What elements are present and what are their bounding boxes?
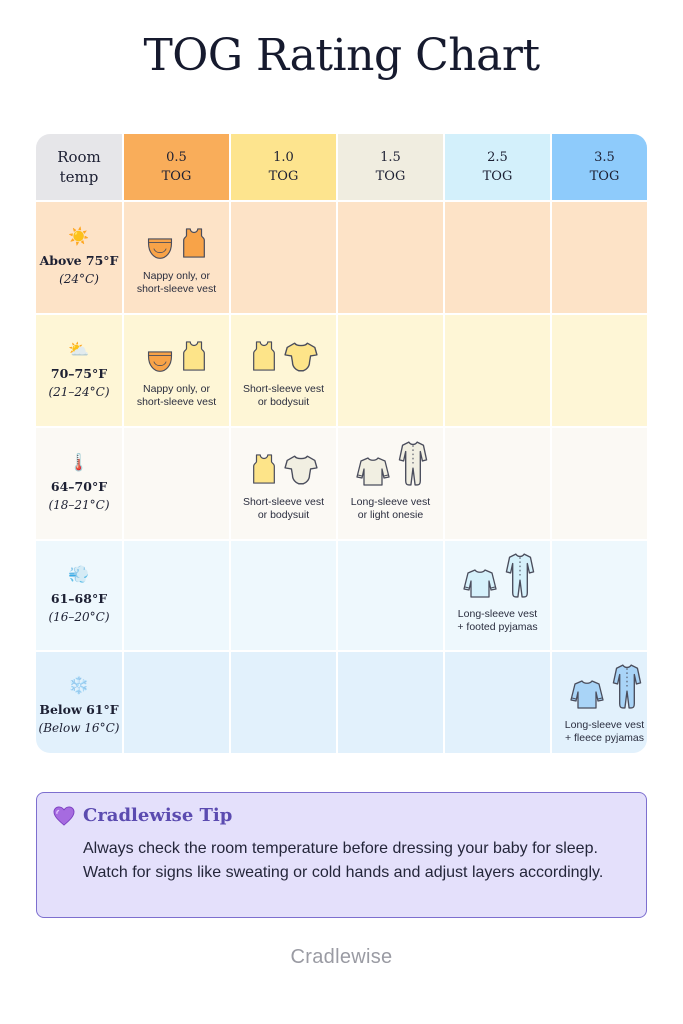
tog-value: 3.5	[594, 150, 615, 165]
tip-title: Cradlewise Tip	[83, 805, 233, 826]
corner-label-line: Room	[57, 148, 101, 166]
column-header-tog-1-5	[338, 134, 443, 200]
page-title: TOG Rating Chart	[143, 30, 540, 81]
tip-text: Always check the room temperature before dressing your baby for sleep. Watch for signs like sweating or cold hands and adjust layers accordingly.	[83, 840, 604, 881]
table-cell	[552, 428, 647, 539]
tog-rating-table	[36, 134, 647, 753]
table-cell	[552, 315, 647, 426]
clothing-caption	[351, 496, 430, 522]
tog-value: 2.5	[487, 150, 508, 165]
tog-unit: TOG	[161, 169, 192, 184]
tog-unit: TOG	[375, 169, 406, 184]
caption-line: Nappy only, or	[143, 382, 210, 395]
clothing-cell	[231, 315, 336, 426]
clothing-cell	[124, 315, 229, 426]
clothing-icons	[249, 337, 319, 379]
snowflake-icon: ❄️	[68, 676, 90, 696]
bodysuit-icon	[283, 340, 319, 379]
tog-unit: TOG	[589, 169, 620, 184]
table-cell	[231, 202, 336, 313]
row-temp-c: (Below 16°C)	[38, 721, 120, 735]
table-cell	[445, 315, 550, 426]
tog-unit: TOG	[268, 169, 299, 184]
table-cell	[552, 202, 647, 313]
brand-wordmark: Cradlewise	[290, 946, 393, 968]
row-temp-f: 64–70°F	[50, 479, 108, 494]
longsleeve-icon	[567, 678, 607, 715]
caption-line: or bodysuit	[257, 508, 310, 521]
caption-line: + footed pyjamas	[457, 620, 538, 633]
longsleeve-icon	[353, 455, 393, 492]
column-header-tog-0-5	[124, 134, 229, 200]
onesie-icon	[504, 551, 536, 604]
row-label	[36, 428, 122, 539]
caption-line: Short-sleeve vest	[242, 495, 325, 508]
caption-line: Long-sleeve vest	[457, 607, 538, 620]
corner-label-line: temp	[59, 168, 99, 186]
vest-icon	[179, 338, 209, 379]
row-label	[36, 541, 122, 650]
column-header-tog-2-5	[445, 134, 550, 200]
caption-line: Short-sleeve vest	[242, 382, 325, 395]
row-label	[36, 315, 122, 426]
tog-value: 1.0	[273, 150, 294, 165]
caption-line: + fleece pyjamas	[564, 731, 645, 744]
row-temp-f: 70–75°F	[50, 366, 108, 381]
onesie-icon	[611, 662, 643, 715]
tog-value: 0.5	[166, 150, 187, 165]
column-header-room-temp	[36, 134, 122, 200]
row-temp-f: 61–68°F	[50, 591, 108, 606]
tog-value: 1.5	[380, 150, 401, 165]
row-temp-c: (18–21°C)	[48, 498, 110, 512]
table-cell	[231, 652, 336, 753]
clothing-cell	[552, 652, 647, 753]
tog-unit: TOG	[482, 169, 513, 184]
clothing-caption	[243, 383, 324, 409]
row-temp-f: Below 61°F	[39, 702, 119, 717]
clothing-icons	[145, 337, 209, 379]
thermometer-icon: 🌡️	[68, 453, 90, 473]
sun-icon: ☀️	[68, 227, 90, 247]
table-cell	[124, 652, 229, 753]
row-temp-c: (16–20°C)	[48, 610, 110, 624]
column-header-tog-3-5	[552, 134, 647, 200]
table-cell	[124, 541, 229, 650]
clothing-caption	[565, 719, 644, 745]
vest-icon	[249, 451, 279, 492]
caption-line: Nappy only, or	[143, 269, 210, 282]
onesie-icon	[397, 439, 429, 492]
table-cell	[445, 202, 550, 313]
table-cell	[552, 541, 647, 650]
clothing-cell	[124, 202, 229, 313]
table-cell	[445, 652, 550, 753]
clothing-caption	[137, 270, 216, 296]
table-cell	[338, 202, 443, 313]
table-cell	[445, 428, 550, 539]
row-label	[36, 202, 122, 313]
sun-cloud-icon: ⛅	[68, 340, 90, 360]
clothing-caption	[243, 496, 324, 522]
row-label	[36, 652, 122, 753]
clothing-icons	[353, 450, 429, 492]
row-temp-c: (21–24°C)	[48, 385, 110, 399]
column-header-tog-1-0	[231, 134, 336, 200]
caption-line: or bodysuit	[257, 395, 310, 408]
longsleeve-icon	[460, 567, 500, 604]
clothing-icons	[145, 224, 209, 266]
caption-line: short-sleeve vest	[136, 282, 217, 295]
bodysuit-icon	[283, 453, 319, 492]
vest-icon	[179, 225, 209, 266]
caption-line: Long-sleeve vest	[564, 718, 645, 731]
caption-line: short-sleeve vest	[136, 395, 217, 408]
row-temp-f: Above 75°F	[39, 253, 119, 268]
table-cell	[124, 428, 229, 539]
nappy-icon	[145, 344, 175, 379]
row-temp-c: (24°C)	[59, 272, 99, 286]
nappy-icon	[145, 231, 175, 266]
wind-icon: 💨	[68, 565, 90, 585]
clothing-cell	[338, 428, 443, 539]
clothing-caption	[457, 608, 537, 634]
tip-box	[36, 792, 647, 918]
caption-line: Long-sleeve vest	[350, 495, 431, 508]
table-cell	[338, 652, 443, 753]
table-cell	[338, 541, 443, 650]
purple-heart-icon	[53, 806, 75, 826]
clothing-icons	[249, 450, 319, 492]
vest-icon	[249, 338, 279, 379]
clothing-caption	[137, 383, 216, 409]
clothing-cell	[445, 541, 550, 650]
clothing-icons	[460, 562, 536, 604]
clothing-icons	[567, 673, 643, 715]
table-cell	[231, 541, 336, 650]
caption-line: or light onesie	[357, 508, 424, 521]
table-cell	[338, 315, 443, 426]
clothing-cell	[231, 428, 336, 539]
